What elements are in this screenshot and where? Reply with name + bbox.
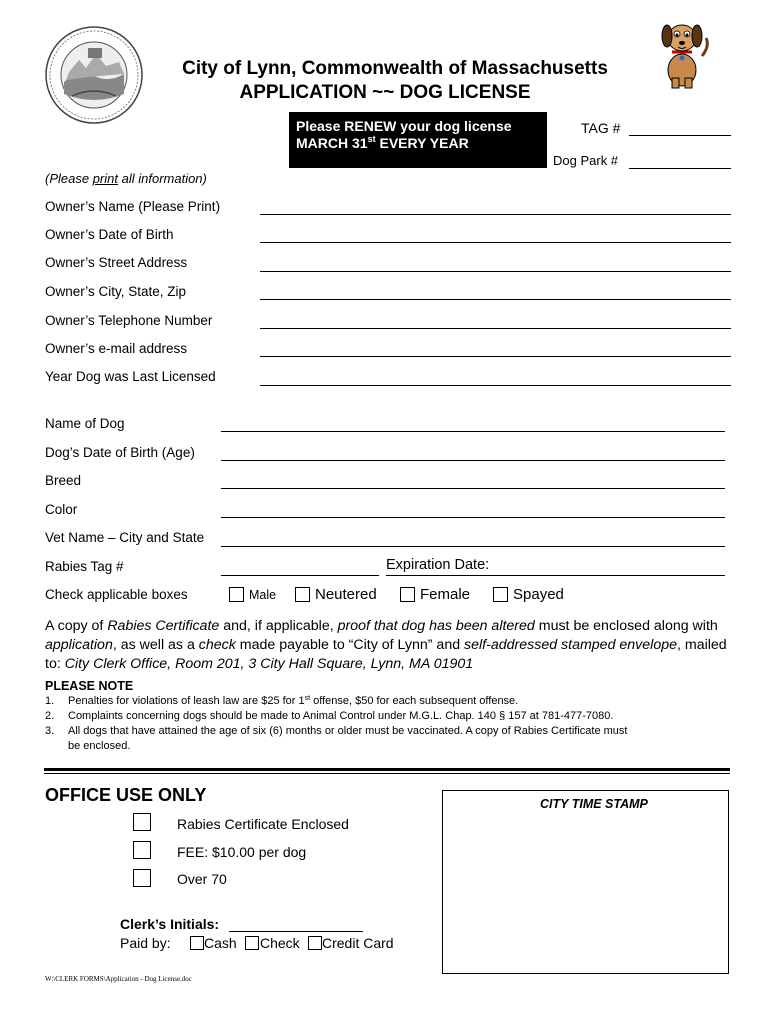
owner-city-field[interactable] (260, 299, 731, 300)
office-use-title: OFFICE USE ONLY (45, 785, 207, 805)
rabies-enclosed-checkbox[interactable] (133, 813, 151, 831)
expiration-date-field[interactable] (386, 575, 725, 576)
print-instruction: (Please print all information) (45, 171, 207, 186)
dog-name-field[interactable] (221, 431, 725, 432)
mailing-instructions: A copy of Rabies Certificate and, if applicable, proof that dog has been altered must be enclosed along with application, as well as a check made payable to “City of Lynn” and self-addressed stamped envelope, mailed to: City Clerk Office, Room 201, 3 City Hall Square, Lynn, MA 01901 (45, 618, 727, 672)
vet-label: Vet Name – City and State (45, 530, 205, 545)
female-checkbox[interactable] (400, 587, 415, 602)
last-licensed-label: Year Dog was Last Licensed (45, 369, 216, 384)
check-payment-label: Check (260, 935, 300, 951)
male-checkbox[interactable] (229, 587, 244, 602)
city-time-stamp-label: CITY TIME STAMP (540, 797, 648, 811)
over-70-label: Over 70 (177, 871, 227, 887)
color-label: Color (45, 502, 78, 517)
spayed-label: Spayed (513, 586, 564, 603)
owner-name-field[interactable] (260, 214, 731, 215)
vet-field[interactable] (221, 546, 725, 547)
fee-checkbox[interactable] (133, 841, 151, 859)
owner-phone-field[interactable] (260, 328, 731, 329)
fee-label: FEE: $10.00 per dog (177, 844, 307, 860)
check-payment-checkbox[interactable] (245, 936, 259, 950)
please-note-title: PLEASE NOTE (45, 679, 134, 693)
breed-label: Breed (45, 473, 82, 488)
renew-notice-box (289, 112, 547, 168)
rabies-tag-field[interactable] (221, 575, 379, 576)
owner-dob-field[interactable] (260, 242, 731, 243)
paid-by-label: Paid by: (120, 935, 171, 951)
section-divider (44, 768, 730, 771)
city-time-stamp-box (442, 790, 729, 974)
neutered-label: Neutered (315, 586, 377, 603)
owner-street-label: Owner’s Street Address (45, 255, 188, 270)
rabies-tag-label: Rabies Tag # (45, 559, 124, 574)
note-item-3-cont: be enclosed. (68, 740, 131, 752)
form-title: City of Lynn, Commonwealth of Massachusetts (182, 58, 608, 79)
tag-number-label: TAG # (581, 120, 621, 136)
note-item-3: 3. All dogs that have attained the age of six (6) months or older must be vaccinated. A copy of Rabies Certificate must (45, 725, 628, 737)
tag-number-field[interactable] (629, 135, 731, 136)
dog-park-label: Dog Park # (553, 153, 619, 168)
owner-email-field[interactable] (260, 356, 731, 357)
over-70-checkbox[interactable] (133, 869, 151, 887)
note-item-2: 2. Complaints concerning dogs should be made to Animal Control under M.G.L. Chap. 140 § 157 at 781-477-7080. (45, 710, 614, 722)
cash-checkbox[interactable] (190, 936, 204, 950)
document-path-footer: W:\CLERK FORMS\Application - Dog License.doc (45, 975, 192, 983)
clerk-initials-field[interactable] (229, 931, 363, 932)
owner-name-label: Owner’s Name (Please Print) (45, 199, 221, 214)
owner-city-label: Owner’s City, State, Zip (45, 284, 187, 299)
female-label: Female (420, 586, 471, 603)
section-divider-thin (44, 773, 730, 774)
last-licensed-field[interactable] (260, 385, 731, 386)
color-field[interactable] (221, 517, 725, 518)
renew-line-2: MARCH 31st EVERY YEAR (296, 134, 469, 151)
credit-card-label: Credit Card (322, 935, 394, 951)
owner-phone-label: Owner’s Telephone Number (45, 313, 213, 328)
note-item-1: 1. Penalties for violations of leash law are $25 for 1st offense, $50 for each subsequent offense. (45, 695, 519, 707)
spayed-checkbox[interactable] (493, 587, 508, 602)
rabies-enclosed-label: Rabies Certificate Enclosed (177, 816, 349, 832)
dog-park-field[interactable] (629, 168, 731, 169)
owner-dob-label: Owner’s Date of Birth (45, 227, 174, 242)
credit-card-checkbox[interactable] (308, 936, 322, 950)
dog-dob-label: Dog’s Date of Birth (Age) (45, 445, 195, 460)
breed-field[interactable] (221, 488, 725, 489)
form-subtitle: APPLICATION ~~ DOG LICENSE (239, 82, 531, 103)
expiration-date-label: Expiration Date: (386, 557, 490, 573)
male-label: Male (249, 588, 277, 602)
dog-name-label: Name of Dog (45, 416, 125, 431)
cash-label: Cash (204, 935, 237, 951)
owner-email-label: Owner’s e-mail address (45, 341, 188, 356)
neutered-checkbox[interactable] (295, 587, 310, 602)
dog-dob-field[interactable] (221, 460, 725, 461)
clerk-initials-label: Clerk’s Initials: (120, 916, 220, 932)
owner-street-field[interactable] (260, 271, 731, 272)
renew-line-1: Please RENEW your dog license (296, 118, 512, 134)
check-boxes-label: Check applicable boxes (45, 587, 188, 602)
